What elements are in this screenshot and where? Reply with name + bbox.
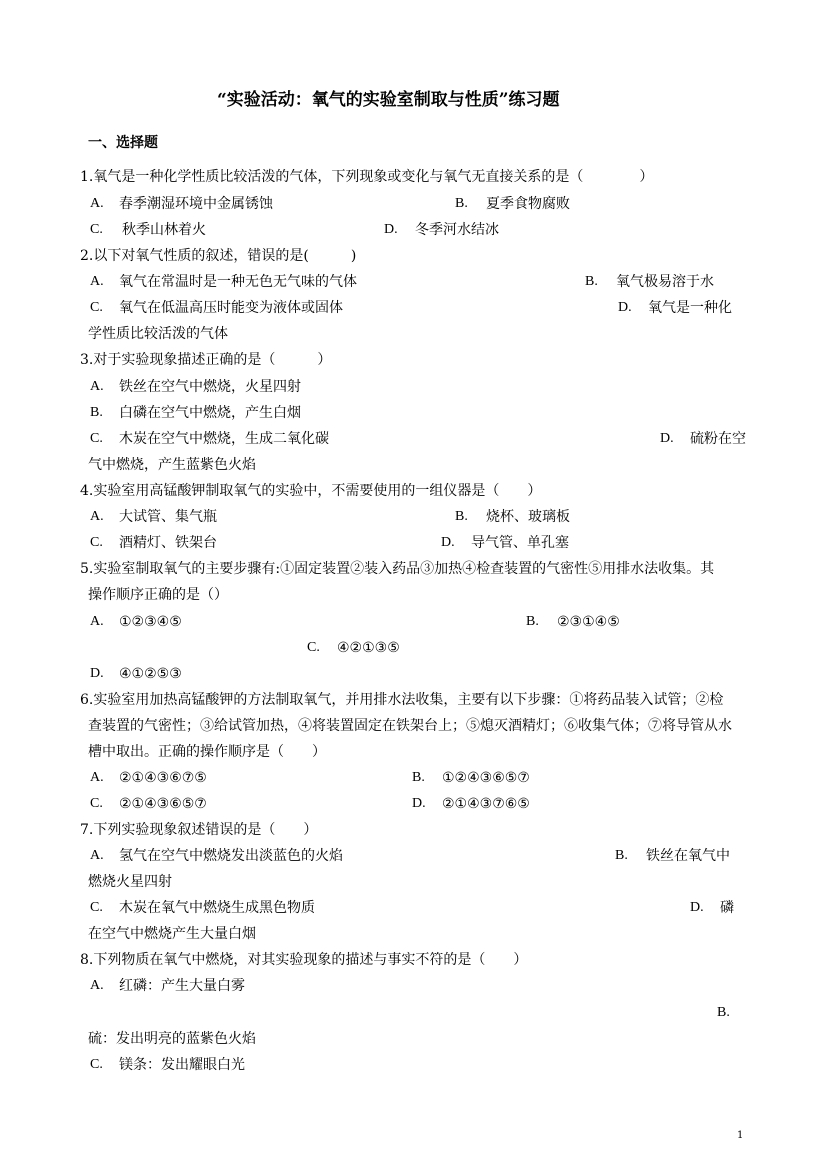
q5-option-b-text: ②③①④⑤: [557, 614, 620, 630]
question-5-stem-line-2: 操作顺序正确的是（）: [88, 587, 228, 603]
q1-option-a-label: A.: [90, 196, 104, 211]
question-3-stem: 3.对于实验现象描述正确的是（ ）: [80, 352, 332, 368]
q2-option-b-text: 氧气极易溶于水: [616, 274, 714, 290]
q2-option-c-label: C.: [90, 300, 103, 315]
q3-option-d-label: D.: [660, 431, 674, 446]
q2-option-a-text: 氧气在常温时是一种无色无气味的气体: [119, 274, 357, 290]
page-number: 1: [737, 1130, 744, 1141]
q2-option-a-label: A.: [90, 274, 104, 289]
q7-option-b-text: 铁丝在氧气中: [646, 848, 730, 864]
q1-option-c-label: C.: [90, 222, 103, 237]
q6-option-c-label: C.: [90, 796, 103, 811]
q7-option-b-label: B.: [615, 848, 628, 863]
q1-option-d-label: D.: [384, 222, 398, 237]
q5-option-c-label: C.: [307, 640, 320, 655]
question-5-stem-line-1: 5.实验室制取氧气的主要步骤有:①固定装置②装入药品③加热④检查装置的气密性⑤用排水法收集。其: [80, 561, 715, 577]
q8-option-a-text: 红磷：产生大量白雾: [119, 978, 245, 994]
q6-option-b-label: B.: [412, 770, 425, 785]
q4-option-c-label: C.: [90, 535, 103, 550]
q5-option-c-text: ④②①③⑤: [337, 640, 400, 656]
q4-option-c-text: 酒精灯、铁架台: [119, 535, 217, 551]
q1-option-b-label: B.: [455, 196, 468, 211]
section-heading: 一、选择题: [88, 135, 158, 151]
q1-option-a-text: 春季潮湿环境中金属锈蚀: [119, 196, 273, 212]
question-6-stem-line-2: 查装置的气密性；③给试管加热，④将装置固定在铁架台上；⑤熄灭酒精灯；⑥收集气体；⑦将导管从水: [88, 718, 732, 734]
q2-option-b-label: B.: [585, 274, 598, 289]
q3-option-b-text: 白磷在空气中燃烧，产生白烟: [119, 405, 301, 421]
document-title: “实验活动：氧气的实验室制取与性质”练习题: [217, 90, 560, 110]
q5-option-a-text: ①②③④⑤: [119, 614, 182, 630]
q7-option-c-text: 木炭在氧气中燃烧生成黑色物质: [119, 900, 315, 916]
q3-option-c-text: 木炭在空气中燃烧，生成二氧化碳: [119, 431, 329, 447]
q8-option-c-text: 镁条：发出耀眼白光: [119, 1057, 245, 1073]
q3-option-c-label: C.: [90, 431, 103, 446]
q7-option-d-text: 磷: [720, 900, 734, 916]
q3-option-a-label: A.: [90, 379, 104, 394]
q3-option-d-continuation: 气中燃烧，产生蓝紫色火焰: [88, 457, 256, 473]
q3-option-d-text: 硫粉在空: [690, 431, 746, 447]
q5-option-b-label: B.: [526, 614, 539, 629]
q2-option-c-text: 氧气在低温高压时能变为液体或固体: [119, 300, 343, 316]
q7-option-a-label: A.: [90, 848, 104, 863]
q1-option-b-text: 夏季食物腐败: [486, 196, 570, 212]
q2-option-d-continuation: 学性质比较活泼的气体: [88, 326, 228, 342]
q2-option-d-text: 氧气是一种化: [648, 300, 732, 316]
q4-option-b-text: 烧杯、玻璃板: [486, 509, 570, 525]
q4-option-a-text: 大试管、集气瓶: [119, 509, 217, 525]
q6-option-b-text: ①②④③⑥⑤⑦: [442, 770, 530, 786]
q3-option-a-text: 铁丝在空气中燃烧，火星四射: [119, 379, 301, 395]
q3-option-b-label: B.: [90, 405, 103, 420]
question-6-stem-line-3: 槽中取出。正确的操作顺序是（ ）: [88, 744, 326, 760]
q4-option-b-label: B.: [455, 509, 468, 524]
question-6-stem-line-1: 6.实验室用加热高锰酸钾的方法制取氧气，并用排水法收集，主要有以下步骤：①将药品装入试管；②检: [80, 692, 724, 708]
q7-option-c-label: C.: [90, 900, 103, 915]
q7-option-a-text: 氢气在空气中燃烧发出淡蓝色的火焰: [119, 848, 343, 864]
q4-option-d-label: D.: [441, 535, 455, 550]
question-2-stem: 2.以下对氧气性质的叙述，错误的是( ): [80, 248, 357, 264]
question-7-stem: 7.下列实验现象叙述错误的是（ ）: [80, 822, 318, 838]
q7-option-d-continuation: 在空气中燃烧产生大量白烟: [88, 926, 256, 942]
q4-option-d-text: 导气管、单孔塞: [471, 535, 569, 551]
q6-option-a-label: A.: [90, 770, 104, 785]
q1-option-d-text: 冬季河水结冰: [415, 222, 499, 238]
q4-option-a-label: A.: [90, 509, 104, 524]
q7-option-d-label: D.: [690, 900, 704, 915]
q6-option-c-text: ②①④③⑥⑤⑦: [119, 796, 207, 812]
q8-option-b-label: B.: [717, 1005, 730, 1020]
q8-option-c-label: C.: [90, 1057, 103, 1072]
question-4-stem: 4.实验室用高锰酸钾制取氧气的实验中，不需要使用的一组仪器是（ ）: [80, 483, 542, 499]
q5-option-d-text: ④①②⑤③: [119, 666, 182, 682]
q8-option-a-label: A.: [90, 978, 104, 993]
q5-option-a-label: A.: [90, 614, 104, 629]
q6-option-d-text: ②①④③⑦⑥⑤: [442, 796, 530, 812]
question-8-stem: 8.下列物质在氧气中燃烧，对其实验现象的描述与事实不符的是（ ）: [80, 952, 528, 968]
q5-option-d-label: D.: [90, 666, 104, 681]
q7-option-b-continuation: 燃烧火星四射: [88, 874, 172, 890]
q6-option-a-text: ②①④③⑥⑦⑤: [119, 770, 207, 786]
q2-option-d-label: D.: [618, 300, 632, 315]
q6-option-d-label: D.: [412, 796, 426, 811]
q8-option-b-continuation: 硫：发出明亮的蓝紫色火焰: [88, 1031, 256, 1047]
question-1-stem: 1.氧气是一种化学性质比较活泼的气体，下列现象或变化与氧气无直接关系的是（ ）: [80, 169, 654, 185]
q1-option-c-text: 秋季山林着火: [122, 222, 206, 238]
